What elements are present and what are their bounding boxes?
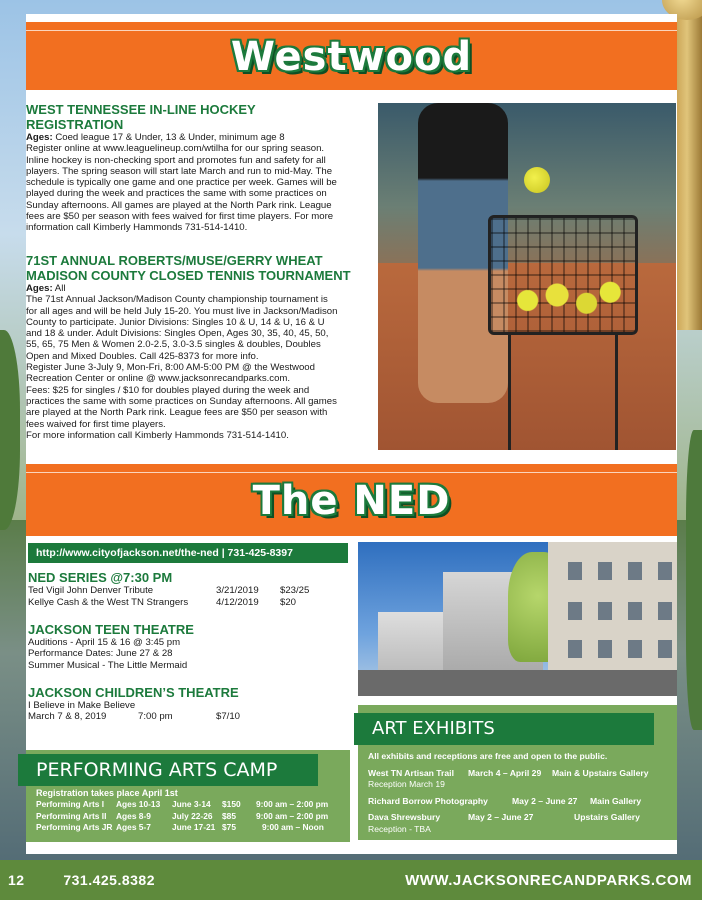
camp-title: PERFORMING ARTS CAMP	[18, 754, 318, 786]
ned-event-date: 4/12/2019	[216, 596, 259, 608]
art-exhibits-panel	[358, 705, 677, 840]
children-dates: March 7 & 8, 2019	[28, 711, 107, 723]
art-body	[368, 751, 672, 834]
tennis-line: and 18 & under. Adult Divisions: Singles Open, Ages 30, 35, 40, 45, 50,	[26, 328, 329, 340]
camp-body	[36, 788, 346, 834]
hockey-line: Register online at www.leaguelineup.com/wtilha for our spring season.	[26, 143, 325, 155]
footer-bar	[0, 860, 702, 900]
tennis-line: fees waived for first time players.	[26, 418, 166, 430]
art-reception: Reception - TBA	[368, 823, 431, 834]
teen-line: Auditions - April 15 & 16 @ 3:45 pm	[28, 637, 181, 648]
ned-event-row	[28, 597, 358, 609]
ned-url-bar[interactable]: http://www.cityofjackson.net/the-ned | 731-425-8397	[28, 543, 348, 563]
hockey-line: players. The spring season will start late March and run to mid-May. The	[26, 165, 333, 177]
children-theatre-heading: JACKSON CHILDREN’S THEATRE	[28, 684, 239, 700]
camp-note: Registration takes place April 1st	[36, 788, 178, 798]
ned-event-row	[28, 585, 358, 597]
tennis-line: 55, 65, 75 Men & Women 2.0-2.5, 3.0-3.5 singles & doubles, Doubles	[26, 339, 321, 351]
tennis-line: Recreation Center or online @ www.jacksonrecandparks.com.	[26, 373, 291, 385]
art-exhibit-row: West TN Artisan Trail March 4 – April 29 Main & Upstairs Gallery	[368, 767, 649, 778]
hockey-section	[26, 102, 366, 234]
art-exhibit-row: Richard Borrow Photography May 2 – June 27 Main Gallery	[368, 795, 642, 806]
hockey-line: Sunday afternoons. All games are played at the North Park rink. League	[26, 199, 332, 211]
footer-phone: 731.425.8382	[63, 872, 155, 888]
hockey-heading-line1: WEST TENNESSEE IN-LINE HOCKEY	[26, 102, 256, 117]
ned-building-photo	[358, 542, 677, 696]
hockey-line: played during the week and practices the same with some practices on	[26, 188, 327, 200]
teen-line: Performance Dates: June 27 & 28	[28, 648, 173, 660]
ned-event-date: 3/21/2019	[216, 585, 259, 596]
tennis-heading-line2: MADISON COUNTY CLOSED TENNIS TOURNAMENT	[26, 268, 351, 283]
art-title: ART EXHIBITS	[354, 713, 654, 745]
tennis-section	[26, 253, 366, 441]
children-show: I Believe in Make Believe	[28, 699, 136, 711]
ned-event-name: Ted Vigil John Denver Tribute	[28, 585, 154, 596]
teen-theatre-heading: JACKSON TEEN THEATRE	[28, 622, 194, 637]
ned-event-price: $23/25	[280, 585, 310, 596]
art-reception: Reception March 19	[368, 779, 445, 790]
camp-row: Performing Arts II Ages 8-9 July 22-26 $85 9:00 am – 2:00 pm	[36, 810, 329, 821]
children-time: 7:00 pm	[138, 711, 173, 723]
performing-arts-camp-panel	[26, 750, 350, 842]
hockey-ages: Ages: Coed league 17 & Under, 13 & Under, minimum age 8	[26, 132, 285, 143]
tennis-line: for all ages and will be held July 15-20. You must live in Jackson/Madison	[26, 305, 338, 317]
westwood-title: Westwood	[230, 34, 473, 80]
hockey-heading-line2: REGISTRATION	[26, 117, 124, 132]
footer-website[interactable]: WWW.JACKSONRECANDPARKS.COM	[405, 872, 692, 889]
page-number: 12	[8, 872, 25, 888]
ned-series-heading: NED SERIES @7:30 PM	[28, 570, 173, 585]
tennis-photo	[378, 103, 676, 450]
tennis-line: The 71st Annual Jackson/Madison County championship tournament is	[26, 294, 328, 306]
tennis-line: Register June 3-July 9, Mon-Fri, 8:00 AM-5:00 PM @ the Westwood	[26, 362, 315, 374]
tennis-line: County to participate. Junior Divisions: Singles 10 & U, 14 & U, 16 & U	[26, 316, 325, 328]
tennis-line: are played at the North Park rink. League fees are $50 per season with	[26, 407, 328, 419]
hockey-line: fees are $50 per season with fees waived for first time players. For more	[26, 211, 334, 223]
tennis-heading-line1: 71ST ANNUAL ROBERTS/MUSE/GERRY WHEAT	[26, 253, 323, 268]
ned-title: The NED	[252, 478, 451, 524]
ned-event-price: $20	[280, 596, 297, 608]
art-intro: All exhibits and receptions are free and open to the public.	[368, 751, 608, 761]
tennis-line: practices the same with some practices on Sunday afternoons. All games	[26, 395, 337, 407]
art-exhibit-row: Dava Shrewsbury May 2 – June 27 Upstairs Gallery	[368, 812, 640, 823]
ned-event-name: Kellye Cash & the West TN Strangers	[28, 596, 189, 608]
footer-left	[8, 872, 155, 888]
hockey-line: information call Kimberly Hammonds 731-514-1410.	[26, 222, 248, 234]
teen-line: Summer Musical - The Little Mermaid	[28, 659, 188, 671]
westwood-header	[26, 18, 677, 90]
hockey-line: Inline hockey is non-checking sport and promotes fun and safety for all	[26, 154, 326, 166]
tennis-line: Fees: $25 for singles / $10 for doubles played during the week and	[26, 384, 310, 396]
children-price: $7/10	[216, 711, 241, 723]
hockey-line: schedule is typically one game and one practice per week. Games will be	[26, 177, 337, 189]
tennis-ages: Ages: All	[26, 283, 66, 294]
tennis-line: For more information call Kimberly Hammonds 731-514-1410.	[26, 429, 289, 441]
camp-row: Performing Arts I Ages 10-13 June 3-14 $150 9:00 am – 2:00 pm	[36, 799, 329, 809]
ned-section	[28, 570, 358, 723]
children-row	[28, 711, 358, 723]
camp-row: Performing Arts JR Ages 5-7 June 17-21 $75 9:00 am – Noon	[36, 822, 324, 832]
ned-header	[26, 460, 677, 536]
tennis-line: Open and Mixed Doubles. Call 425-8373 for more info.	[26, 350, 259, 362]
